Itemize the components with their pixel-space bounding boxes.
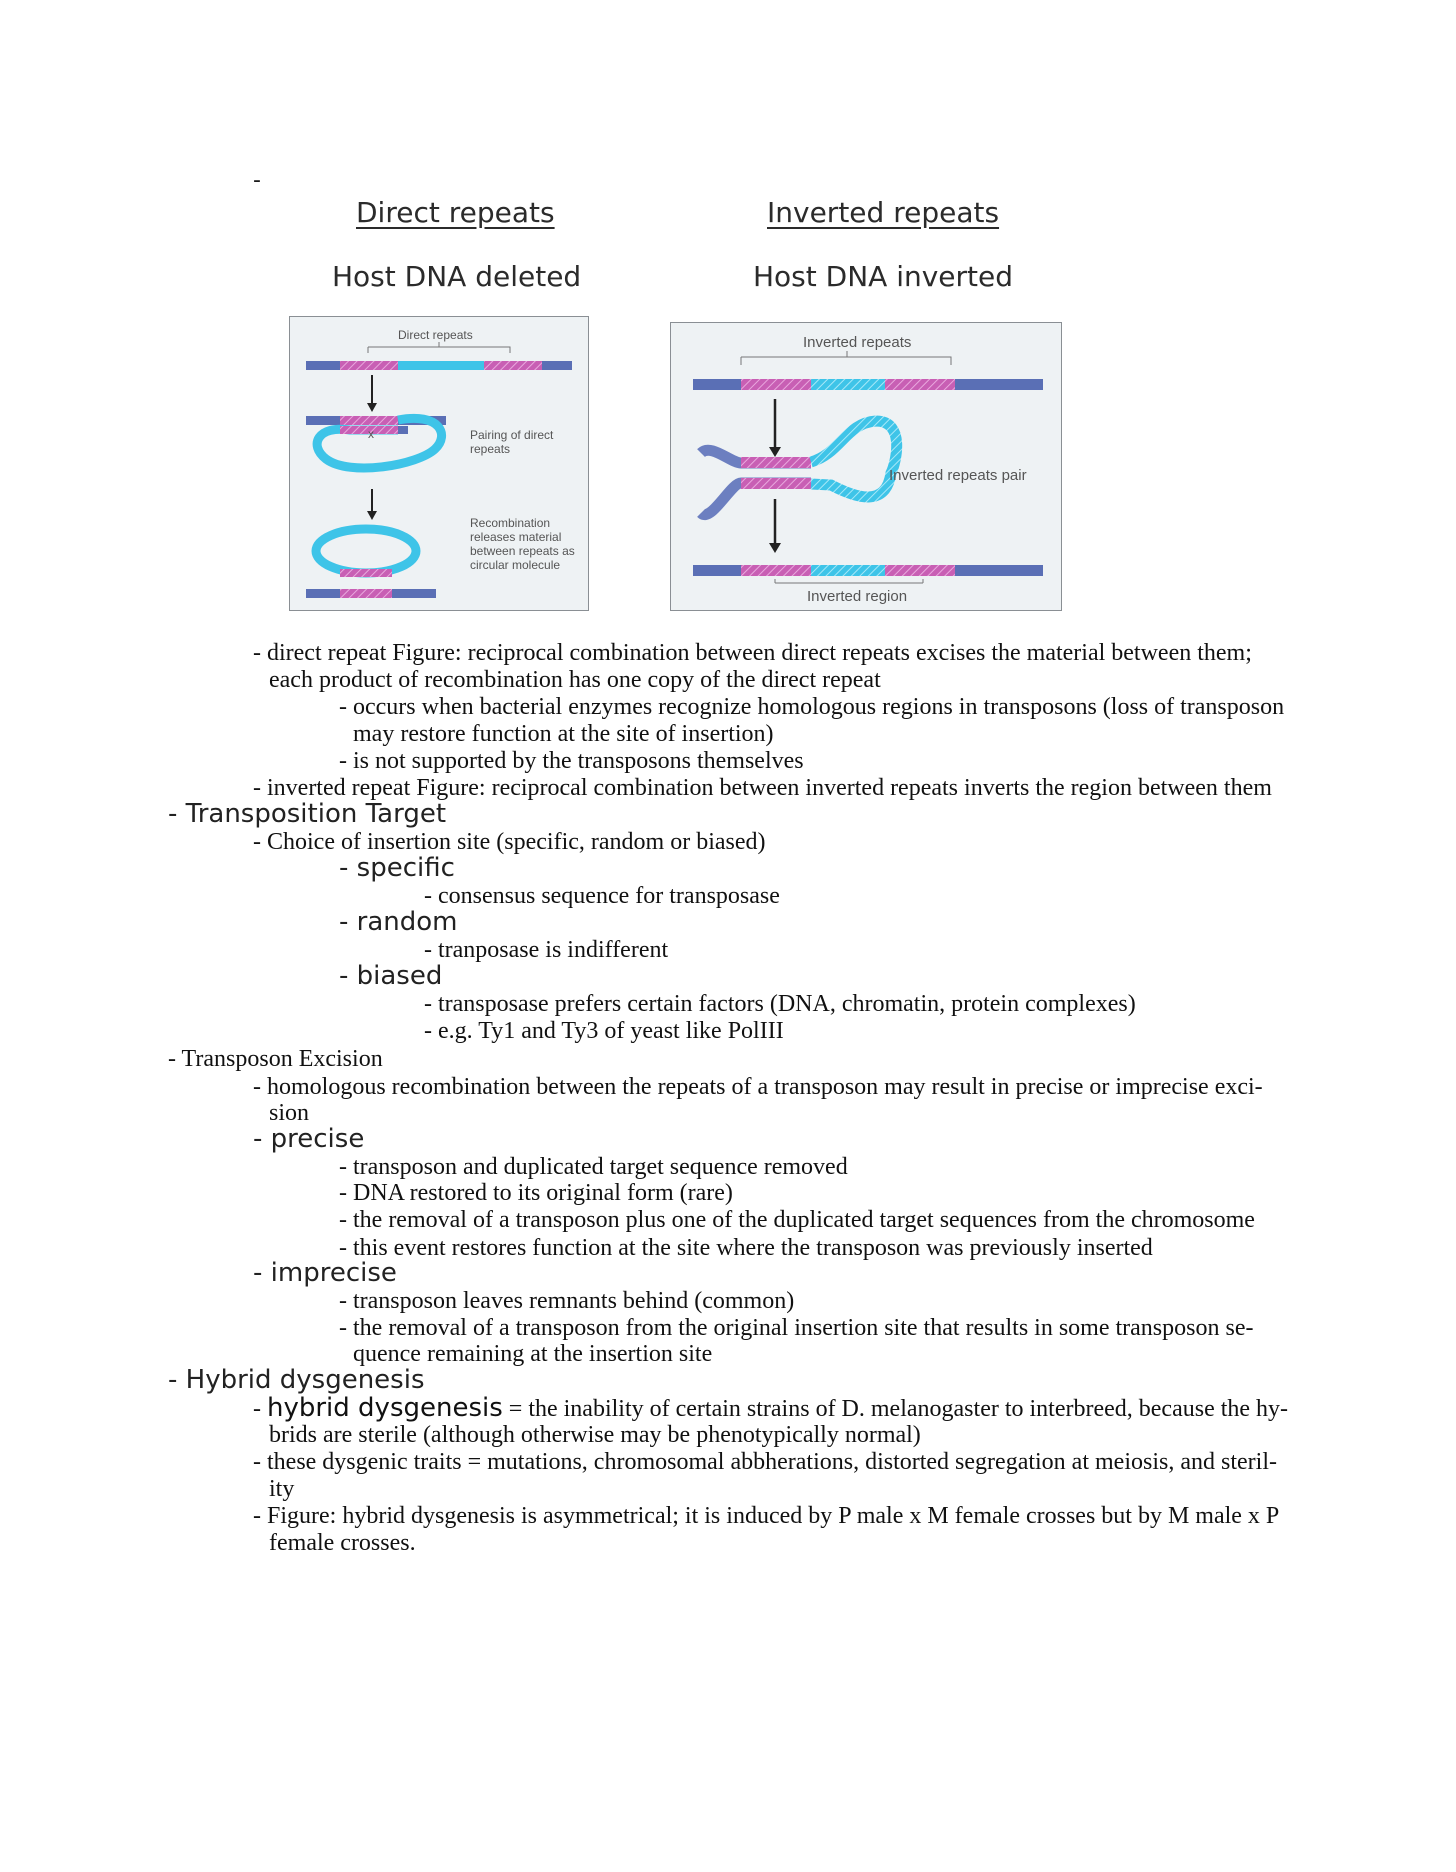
hybrid-dysgenesis-definition (253, 1395, 1288, 1423)
fig1-pairing-label: Pairing of direct (470, 428, 554, 442)
definition-text: = the inability of certain strains of D. melanogaster to interbreed, because the hy- (502, 1396, 1289, 1422)
inverted-repeats-heading: Inverted repeats (767, 196, 1000, 229)
heading-random: - random (339, 907, 458, 937)
bacterial-enzymes-note-cont: may restore function at the site of insertion) (353, 721, 774, 747)
direct-repeat-note: - direct repeat Figure: reciprocal combination between direct repeats excises the material between them; (253, 640, 1252, 666)
heading-biased: - biased (339, 961, 443, 991)
precise-note-1: - transposon and duplicated target sequence removed (339, 1154, 848, 1180)
dysgenic-traits-note-cont: ity (269, 1476, 295, 1502)
imprecise-note-2: - the removal of a transposon from the original insertion site that results in some transposon se- (339, 1315, 1254, 1341)
heading-transposition-target: - Transposition Target (168, 799, 447, 829)
svg-text:circular molecule: circular molecule (470, 558, 561, 572)
stray-dash: - (253, 168, 261, 193)
not-supported-note: - is not supported by the transposons themselves (339, 748, 804, 774)
direct-repeats-figure (289, 316, 589, 611)
imprecise-note-2-cont: quence remaining at the insertion site (353, 1341, 713, 1367)
hybrid-dysgenesis-term: hybrid dysgenesis (267, 1393, 503, 1423)
host-dna-deleted-heading: Host DNA deleted (332, 260, 582, 293)
fig2-bottom-label: Inverted region (807, 588, 908, 605)
inverted-repeats-figure (670, 322, 1062, 611)
asymmetry-note: - Figure: hybrid dysgenesis is asymmetrical; it is induced by P male x M female crosses but by M male x P (253, 1503, 1280, 1529)
fig1-top-label: Direct repeats (398, 328, 473, 342)
fig1-recomb-label: Recombination (470, 516, 551, 530)
heading-precise: - precise (253, 1124, 365, 1154)
bullet-dash: - (253, 1396, 267, 1422)
homologous-recombination-note-cont: sion (269, 1100, 310, 1126)
asymmetry-note-cont: female crosses. (269, 1530, 416, 1556)
direct-repeats-heading: Direct repeats (356, 196, 555, 229)
heading-transposon-excision: - Transposon Excision (168, 1046, 383, 1072)
insertion-site-note: - Choice of insertion site (specific, random or biased) (253, 829, 766, 855)
bacterial-enzymes-note: - occurs when bacterial enzymes recognize homologous regions in transposons (loss of transposon (339, 694, 1285, 720)
direct-repeat-note-cont: each product of recombination has one copy of the direct repeat (269, 667, 881, 693)
homologous-recombination-note: - homologous recombination between the repeats of a transposon may result in precise or imprecise exci- (253, 1074, 1263, 1100)
svg-text:repeats: repeats (470, 442, 511, 456)
precise-note-3: - the removal of a transposon plus one of the duplicated target sequences from the chromosome (339, 1207, 1255, 1233)
svg-text:between repeats as: between repeats as (470, 544, 575, 558)
imprecise-note-1: - transposon leaves remnants behind (common) (339, 1288, 795, 1314)
heading-hybrid-dysgenesis: - Hybrid dysgenesis (168, 1365, 425, 1395)
fig1-cross: x (368, 427, 374, 441)
consensus-note: - consensus sequence for transposase (424, 883, 780, 909)
fig2-pair-label: Inverted repeats pair (889, 467, 1027, 484)
precise-note-4: - this event restores function at the site where the transposon was previously inserted (339, 1235, 1153, 1261)
fig2-top-label: Inverted repeats (803, 334, 912, 351)
hybrid-dysgenesis-definition-cont: brids are sterile (although otherwise may be phenotypically normal) (269, 1422, 921, 1448)
svg-text:releases material: releases material (470, 530, 562, 544)
yeast-example-note: - e.g. Ty1 and Ty3 of yeast like PolIII (424, 1018, 784, 1044)
host-dna-inverted-heading: Host DNA inverted (753, 260, 1014, 293)
indifferent-note: - tranposase is indifferent (424, 937, 669, 963)
precise-note-2: - DNA restored to its original form (rare) (339, 1180, 733, 1206)
dysgenic-traits-note: - these dysgenic traits = mutations, chromosomal abbherations, distorted segregation at meiosis, and steril- (253, 1449, 1277, 1475)
inverted-repeat-note: - inverted repeat Figure: reciprocal combination between inverted repeats inverts the region between them (253, 775, 1272, 801)
heading-imprecise: - imprecise (253, 1258, 397, 1288)
fig1-circular-molecule (316, 529, 416, 573)
heading-specific: - specific (339, 853, 455, 883)
prefers-factors-note: - transposase prefers certain factors (DNA, chromatin, protein complexes) (424, 991, 1136, 1017)
